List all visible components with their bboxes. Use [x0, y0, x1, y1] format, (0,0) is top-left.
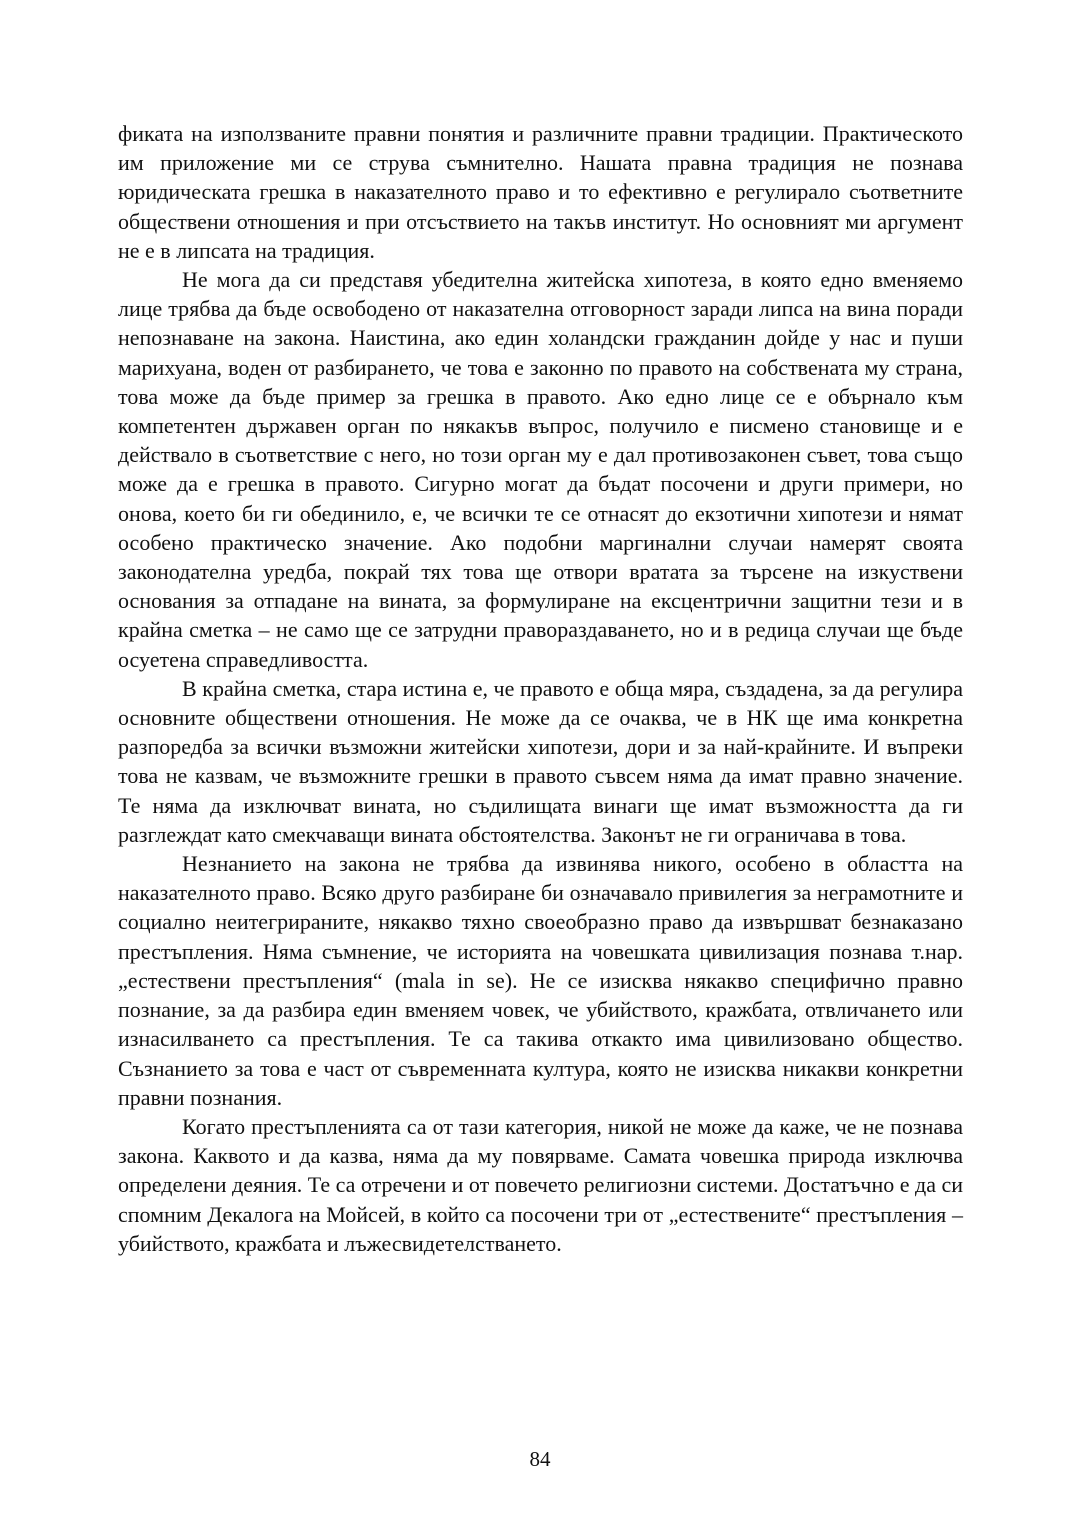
paragraph-hypothesis: Не мога да си представя убедителна житейска хипотеза, в която едно вменяемо лице трябва да бъде освободено от наказателна отговорност заради липса на вина поради непознаване на закона. Наистина, ако един холандски гражданин дойде у нас и пуши марихуана, воден от разбирането, че това е законно по правото на собствената му страна, това може да бъде пример за грешка в правото. Ако едно лице се е обърнало към компетентен държавен орган по някакъв въпрос, получило е писмено становище и е действало в съответствие с него, но този орган му е дал противозаконен съвет, това също може да е грешка в правото. Сигурно могат да бъдат посочени и други примери, но онова, което би ги обединило, е, че всички те се отнасят до екзотични хипотези и нямат особено практическо значение. Ако подобни маргинални случаи намерят своята законодателна уредба, покрай тях това ще отвори вратата за търсене на изкуствени основания за отпадане на вината, за формулиране на ексцентрични защитни тези и в крайна сметка – не само ще се затрудни правораздаването, но и в редица случаи ще бъде осуетена справедливостта. [118, 267, 963, 672]
paragraph-continuation: фиката на използваните правни понятия и различните правни традиции. Практическото им приложение ми се струва съмнително. Нашата правна традиция не познава юридическата грешка в наказателното право и то ефективно е регулирало съответните обществени отношения и при отсъствието на такъв институт. Но основният ми аргумент не е в липсата на традиция. [118, 121, 963, 263]
paragraph-natural-crimes: Когато престъпленията са от тази категория, никой не може да каже, че не познава закона. Каквото и да казва, няма да му повярваме. Самата човешка природа изключва определени деяния. Те са отречени и от повечето религиозни системи. Достатъчно е да си спомним Декалога на Мойсей, в който са посочени три от „естествените“ престъпления – убийството, кражбата и лъжесвидетелстването. [118, 1113, 964, 1256]
page-number: 84 [529, 1447, 551, 1471]
paragraph-ignorance-of-law: Незнанието на закона не трябва да извинява никого, особено в областта на наказателното право. Всяко друго разбиране би означавало привилегия за неграмотните и социално неитегрираните, някакво тяхно своеобразно право да извършват безнаказано престъпления. Няма съмнение, че историята на човешката цивилизация познава т.нар. „естествени престъпления“ (mala in se). Не се изисква някакво специфично правно познание, за да разбира един вменяем човек, че убийството, кражбата, отвличането или изнасилването са престъпления. Те са такива откакто има цивилизовано общество. Съзнанието за това е част от съвременната култура, която не изисква никакви конкретни правни познания. [118, 851, 963, 1110]
body-text [118, 119, 963, 1258]
paragraph-common-measure: В крайна сметка, стара истина е, че правото е обща мяра, създадена, за да регулира основните обществени отношения. Не може да се очаква, че в НК ще има конкретна разпоредба за всички възможни житейски хипотези, дори и за най-крайните. И въпреки това не казвам, че възможните грешки в правото съвсем няма да имат правно значение. Те няма да изключват вината, но съдилищата винаги ще имат възможността да ги разглеждат като смекчаващи вината обстоятелства. Законът не ги ограничава в това. [118, 675, 963, 847]
